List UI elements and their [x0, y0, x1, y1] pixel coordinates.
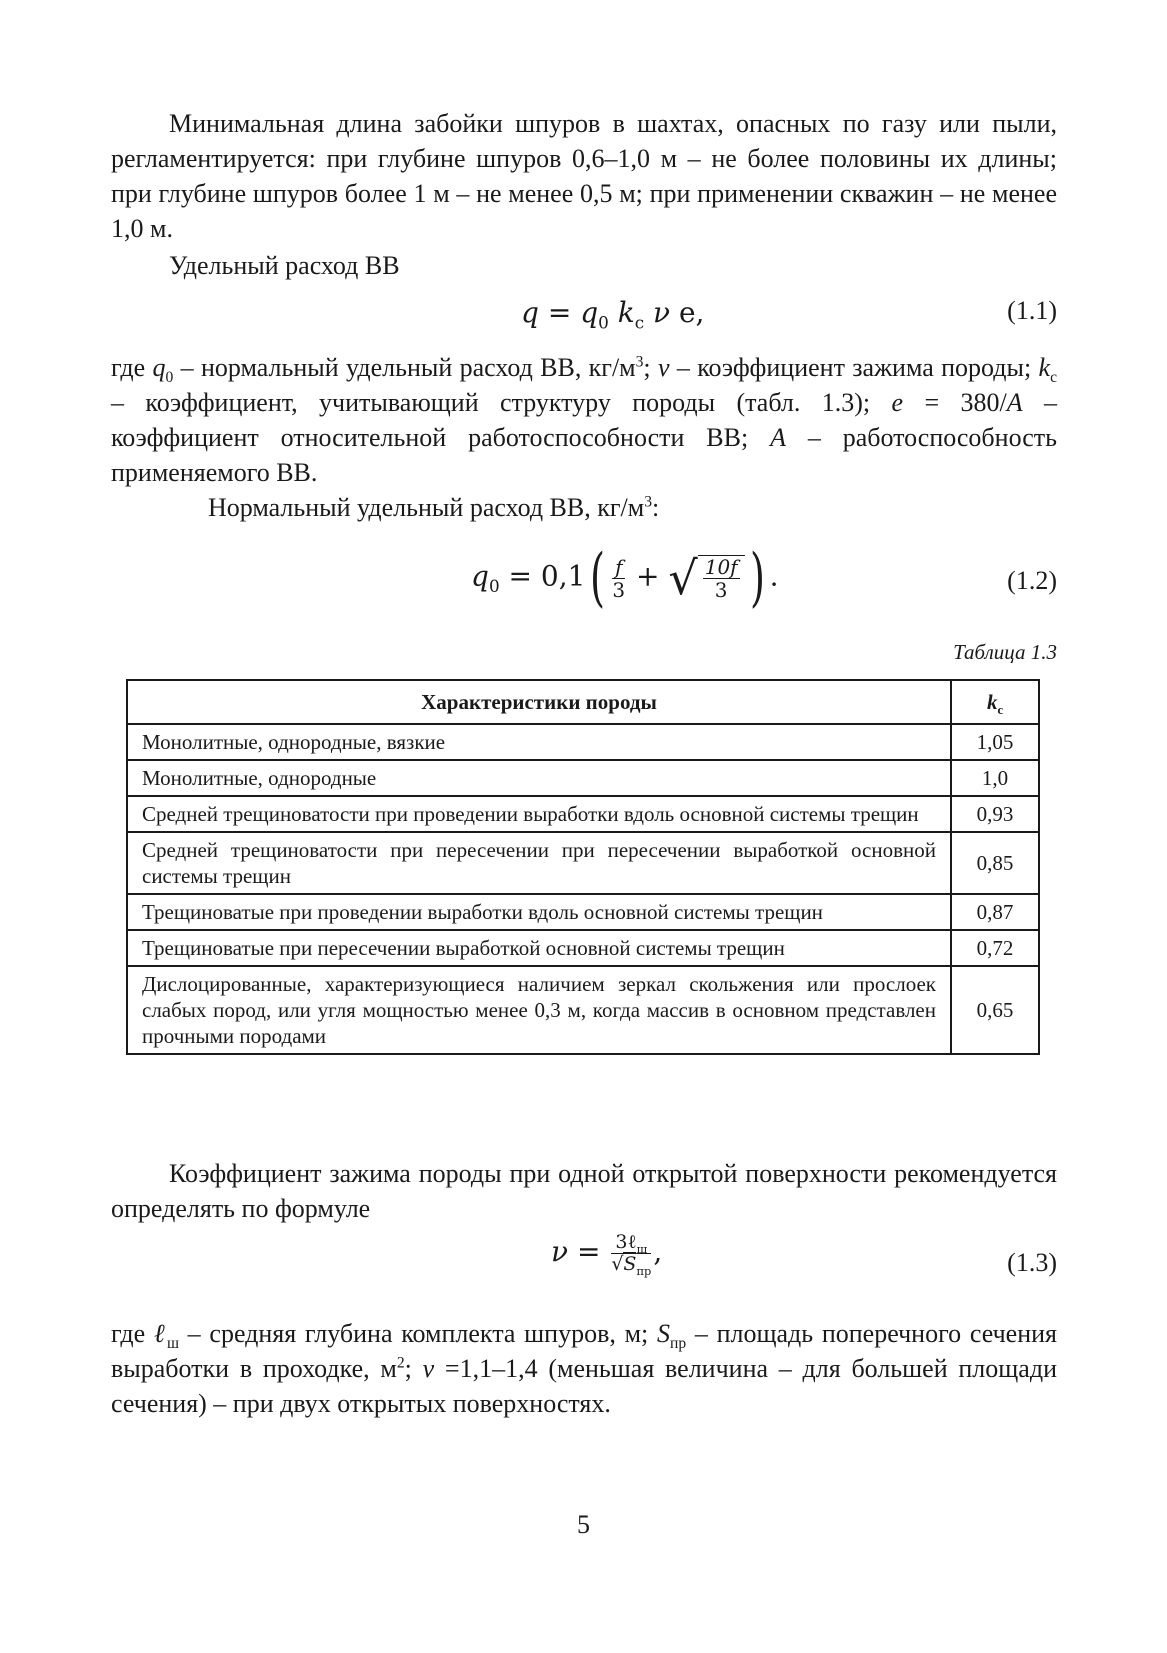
table-row — [127, 724, 1039, 760]
formula-1-3-number: (1.3) — [1007, 1248, 1057, 1277]
formula-1-1-expression: $q = q_0$ $k_с$ ν e, — [521, 296, 705, 333]
formula-1-2 — [111, 541, 1057, 622]
paragraph-clamping-coefficient: Коэффициент зажима породы при одной открытой поверхности рекомендуется определять по формуле — [111, 1159, 1057, 1223]
paragraph-where-q0: где $q_0$ – нормальный удельный расход ВВ, $кг/м^3$; ν – коэффициент зажима породы; $k_с$ – коэффициент, учитывающий структуру породы (табл. 1.3); e = 380/A – коэффициент относительной работоспособности ВВ; A – работоспособность применяемого ВВ. — [111, 353, 1058, 487]
header-characteristics: Характеристики породы — [127, 680, 951, 724]
row-kc-value: 0,72 — [951, 930, 1039, 966]
formula-1-2-expression: $q_0 = 0,1$( $\frac{f}{3}$ + √ $\frac{10f}{3}$ ) . — [471, 541, 779, 615]
formula-1-2-number: (1.2) — [1007, 566, 1057, 595]
formula-1-1-number: (1.1) — [1007, 296, 1057, 325]
row-kc-value: 1,0 — [951, 760, 1039, 796]
paragraph-stemming-length: Минимальная длина забойки шпуров в шахтах, опасных по газу или пыли, регламентируется: при глубине шпуров 0,6–1,0 м – не более половины их длины; при глубине шпуров более 1 м – не менее 0,5 м; при применении скважин – не менее 1,0 м. — [111, 109, 1057, 243]
table-row — [127, 966, 1039, 1054]
row-characteristic: Монолитные, однородные — [127, 760, 951, 796]
square-root: √ $\frac{10f}{3}$ — [668, 555, 744, 601]
row-kc-value: 0,93 — [951, 796, 1039, 832]
rock-characteristics-table — [126, 679, 1040, 1055]
formula-1-1 — [111, 296, 1057, 346]
table-row — [127, 930, 1039, 966]
row-characteristic: Средней трещиноватости при проведении выработки вдоль основной системы трещин — [127, 796, 951, 832]
formula-1-3-expression: ν = $\frac{3\ell_ш}{√S_{пр}}$ , — [551, 1231, 663, 1278]
table-row — [127, 760, 1039, 796]
page-number: 5 — [577, 1510, 590, 1539]
fraction-nu: $\frac{3\ell_ш}{√S_{пр}}$ — [611, 1231, 652, 1278]
row-characteristic: Трещиноватые при пересечении выработкой основной системы трещин — [127, 930, 951, 966]
row-kc-value: 1,05 — [951, 724, 1039, 760]
row-characteristic: Дислоцированные, характеризующиеся наличием зеркал скольжения или прослоек слабых пород, или угля мощностью менее 0,3 м, когда массив в основном представлен прочными породами — [127, 966, 951, 1054]
row-kc-value: 0,65 — [951, 966, 1039, 1054]
table-caption: Таблица 1.3 — [953, 640, 1057, 664]
fraction-f-over-3: $\frac{f}{3}$ — [612, 554, 626, 602]
row-characteristic: Трещиноватые при проведении выработки вдоль основной системы трещин — [127, 894, 951, 930]
header-kc: $k_с$ — [951, 680, 1039, 724]
paragraph-where-lsh: где ℓ$_ш$ – средняя глубина комплекта шпуров, м; $S_{пр}$ – площадь поперечного сечения выработки в проходке, $м^2$; ν =1,1–1,4 (меньшая величина – для большей площади сечения) – при двух открытых поверхностях. — [111, 1319, 1057, 1418]
formula-1-3 — [111, 1231, 1057, 1300]
paragraph-normal-consumption: Нормальный удельный расход ВВ, $кг/м^3$: — [208, 493, 660, 522]
table-row — [127, 796, 1039, 832]
row-kc-value: 0,85 — [951, 832, 1039, 894]
row-characteristic: Средней трещиноватости при пересечении при пересечении выработкой основной системы трещин — [127, 832, 951, 894]
row-kc-value: 0,87 — [951, 894, 1039, 930]
row-characteristic: Монолитные, однородные, вязкие — [127, 724, 951, 760]
fraction-10f-over-3: $\frac{10f}{3}$ — [704, 555, 738, 602]
table-header-row — [127, 680, 1039, 724]
table-row — [127, 832, 1039, 894]
table-row — [127, 894, 1039, 930]
paragraph-specific-consumption: Удельный расход ВВ — [169, 251, 400, 280]
